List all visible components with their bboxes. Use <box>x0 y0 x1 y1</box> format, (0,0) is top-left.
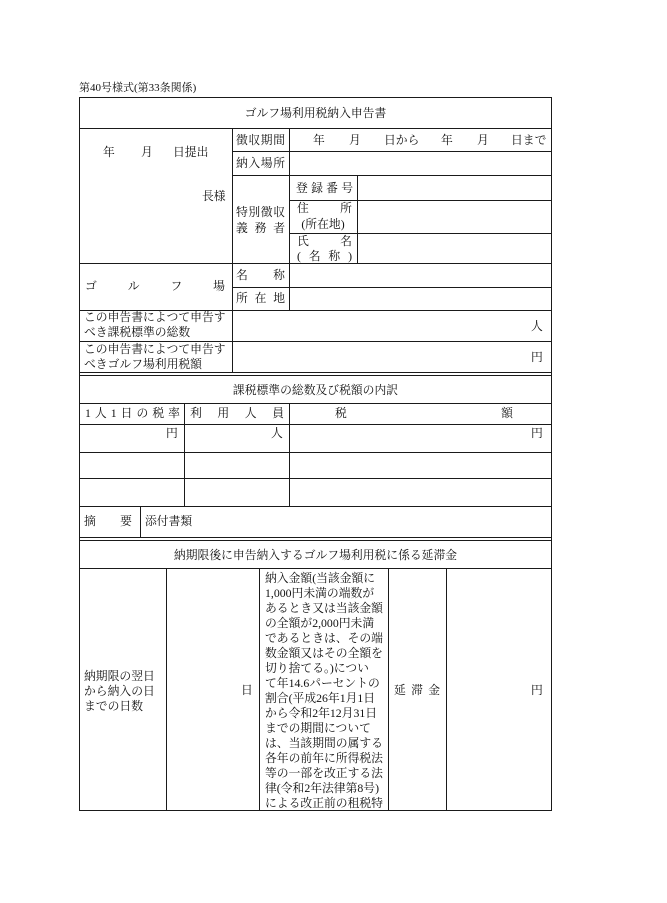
collector-name-label: 氏名 <box>297 233 384 248</box>
late-fee-amount-label: 延滞金 <box>394 682 446 697</box>
collector-address-value <box>358 201 551 233</box>
late-fee-days-label-line: までの日数 <box>84 698 143 713</box>
addressee-suffix: 長様 <box>202 188 226 203</box>
registration-number-label: 登録番号 <box>296 180 357 195</box>
submission-year-unit: 年 <box>103 144 115 159</box>
total-tax-base-label-line: べき課税標準の総数 <box>84 324 191 339</box>
basis-text-line: 切り捨てる。)につい <box>265 660 369 675</box>
late-fee-amount-unit: 円 <box>531 682 543 697</box>
remarks-label: 摘要 <box>84 513 157 528</box>
total-tax-amount-label-line: この申告書によつて申告す <box>84 341 226 356</box>
basis-text-line: による改正前の租税特 <box>265 796 383 811</box>
golf-course-name-value <box>290 264 551 287</box>
basis-text-line: 律(令和2年法律第8号) <box>265 781 380 796</box>
golf-course-location-label: 所在地 <box>236 290 292 305</box>
total-tax-amount-label-line: べきゴルフ場利用税額 <box>84 356 202 371</box>
total-tax-base-label <box>84 310 226 340</box>
basis-text-line: 数金額又はその全額を <box>265 645 383 660</box>
column-header-users: 利用人員 <box>190 405 300 420</box>
golf-course-name-label: 名称 <box>236 267 311 282</box>
basis-text-line: 納入金額(当該金額に <box>265 570 376 585</box>
period-start-day-unit: 日から <box>384 132 420 147</box>
collector-name-sublabel: (名称) <box>297 248 360 263</box>
basis-text-line: までの期間について <box>265 721 371 736</box>
basis-text-line: て年14.6パーセントの <box>265 675 380 690</box>
late-fee-days-label-line: 納期限の翌日 <box>84 668 155 683</box>
total-tax-amount-label <box>84 342 226 372</box>
column-header-tax-amount: 税額 <box>335 405 667 420</box>
collector-name-value <box>358 234 551 263</box>
late-fee-basis-text <box>265 571 383 812</box>
registration-number-value <box>358 176 551 200</box>
basis-text-line: であるときは、その端 <box>265 630 383 645</box>
basis-text-line: 各年の前年に所得税法 <box>265 751 383 766</box>
late-fee-days-label <box>84 669 155 714</box>
form-number: 第40号様式(第33条関係) <box>79 81 197 94</box>
total-tax-base-value <box>233 311 551 341</box>
collector-address-label: 住所 <box>297 200 384 215</box>
submission-day-unit: 日提出 <box>173 144 209 159</box>
basis-text-line: 等の一部を改正する法 <box>265 766 383 781</box>
late-fee-days-label-line: から納入の日 <box>84 683 155 698</box>
golf-course-label: ゴルフ場 <box>85 278 256 293</box>
collection-period-label: 徴収期間 <box>236 132 286 147</box>
breakdown-title: 課税標準の総数及び税額の内訳 <box>232 383 399 397</box>
basis-text-line: の全額が2,000円未満 <box>265 615 375 630</box>
basis-text-line: から令和2年12月31日 <box>265 706 378 721</box>
basis-text-line: 1,000円未満の端数が <box>265 585 375 600</box>
late-fee-days-unit: 日 <box>241 682 253 697</box>
late-fee-title: 納期限後に申告納入するゴルフ場利用税に係る延滞金 <box>173 547 458 562</box>
special-collector-label-line2: 義務者 <box>236 220 292 235</box>
collector-address-sublabel: (所在地) <box>301 216 345 231</box>
payment-place-value <box>290 152 551 175</box>
special-collector-label-line1: 特別徴収 <box>236 204 286 219</box>
period-start-month-unit: 月 <box>349 132 361 147</box>
tax-amount-unit: 円 <box>531 425 543 440</box>
rate-unit: 円 <box>166 425 178 440</box>
attachments-label: 添付書類 <box>145 513 193 528</box>
period-start-year-unit: 年 <box>313 132 325 147</box>
total-tax-amount-unit: 円 <box>531 349 543 364</box>
table-row <box>80 479 551 506</box>
period-end-year-unit: 年 <box>441 132 453 147</box>
table-row <box>80 453 551 478</box>
column-header-rate: 1人1日の税率 <box>85 405 184 420</box>
total-tax-amount-value <box>233 342 551 372</box>
total-tax-base-unit: 人 <box>531 318 543 333</box>
period-end-month-unit: 月 <box>477 132 489 147</box>
form-title: ゴルフ場利用税納入申告書 <box>244 106 387 120</box>
users-unit: 人 <box>271 425 283 440</box>
period-end-day-unit: 日まで <box>511 132 547 147</box>
basis-text-line: 割合(平成26年1月1日 <box>265 691 376 705</box>
total-tax-base-label-line: この申告書によつて申告す <box>84 309 226 324</box>
basis-text-line: は、当該期間の属する <box>265 736 383 751</box>
basis-text-line: あるとき又は当該金額 <box>265 600 383 615</box>
payment-place-label: 納入場所 <box>236 155 286 170</box>
golf-course-location-value <box>290 288 551 310</box>
table-row <box>80 425 551 452</box>
submission-month-unit: 月 <box>141 144 153 159</box>
